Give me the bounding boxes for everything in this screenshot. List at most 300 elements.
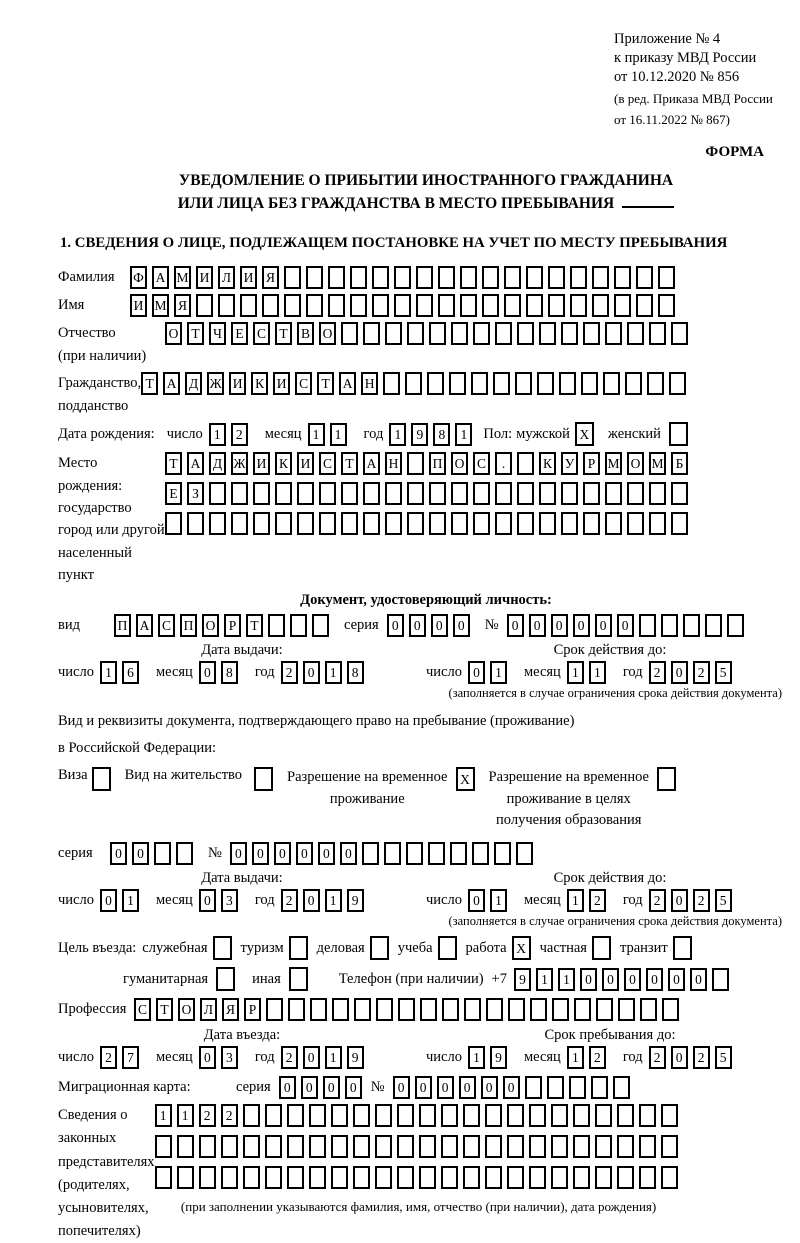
char-box[interactable] — [485, 1135, 502, 1158]
char-box[interactable] — [332, 998, 349, 1021]
char-box[interactable]: . — [495, 452, 512, 475]
char-box[interactable] — [525, 1076, 542, 1099]
char-box[interactable] — [627, 482, 644, 505]
char-box[interactable]: 1 — [325, 889, 342, 912]
char-box[interactable] — [290, 614, 307, 637]
char-box[interactable]: Р — [244, 998, 261, 1021]
char-box[interactable]: 1 — [589, 661, 606, 684]
char-box[interactable] — [473, 512, 490, 535]
char-box[interactable] — [289, 936, 308, 960]
char-box[interactable] — [627, 322, 644, 345]
char-box[interactable] — [420, 998, 437, 1021]
char-box[interactable] — [548, 294, 565, 317]
char-box[interactable] — [309, 1135, 326, 1158]
char-box[interactable]: 8 — [221, 661, 238, 684]
char-box[interactable]: С — [134, 998, 151, 1021]
char-box[interactable]: М — [605, 452, 622, 475]
char-box[interactable] — [494, 842, 511, 865]
char-box[interactable] — [482, 266, 499, 289]
char-box[interactable]: Ж — [231, 452, 248, 475]
char-box[interactable]: 1 — [330, 423, 347, 446]
char-box[interactable]: 1 — [567, 1046, 584, 1069]
char-box[interactable]: Б — [671, 452, 688, 475]
char-box[interactable] — [427, 372, 444, 395]
char-box[interactable] — [397, 1166, 414, 1189]
char-box[interactable] — [243, 1166, 260, 1189]
char-box[interactable] — [405, 372, 422, 395]
char-box[interactable] — [209, 512, 226, 535]
char-box[interactable] — [712, 968, 729, 991]
char-box[interactable] — [216, 967, 235, 991]
char-box[interactable]: С — [253, 322, 270, 345]
char-box[interactable] — [394, 266, 411, 289]
char-box[interactable]: 0 — [132, 842, 149, 865]
char-box[interactable] — [573, 1166, 590, 1189]
char-box[interactable] — [370, 936, 389, 960]
char-box[interactable] — [287, 1166, 304, 1189]
char-box[interactable]: 9 — [411, 423, 428, 446]
char-box[interactable] — [397, 1104, 414, 1127]
char-box[interactable] — [591, 1076, 608, 1099]
char-box[interactable]: 1 — [567, 889, 584, 912]
char-box[interactable]: С — [319, 452, 336, 475]
char-box[interactable] — [493, 372, 510, 395]
char-box[interactable]: 1 — [209, 423, 226, 446]
char-box[interactable] — [438, 294, 455, 317]
char-box[interactable] — [253, 482, 270, 505]
char-box[interactable]: 0 — [279, 1076, 296, 1099]
char-box[interactable]: 0 — [318, 842, 335, 865]
char-box[interactable] — [530, 998, 547, 1021]
char-box[interactable] — [331, 1104, 348, 1127]
char-box[interactable] — [649, 512, 666, 535]
char-box[interactable] — [254, 767, 273, 791]
char-box[interactable]: 9 — [490, 1046, 507, 1069]
char-box[interactable]: О — [451, 452, 468, 475]
char-box[interactable] — [287, 1135, 304, 1158]
char-box[interactable]: 0 — [296, 842, 313, 865]
char-box[interactable]: 3 — [221, 889, 238, 912]
char-box[interactable] — [574, 998, 591, 1021]
char-box[interactable] — [617, 1135, 634, 1158]
char-box[interactable] — [209, 482, 226, 505]
char-box[interactable] — [640, 998, 657, 1021]
char-box[interactable] — [155, 1135, 172, 1158]
char-box[interactable] — [221, 1135, 238, 1158]
char-box[interactable] — [526, 266, 543, 289]
char-box[interactable]: Р — [583, 452, 600, 475]
char-box[interactable]: А — [152, 266, 169, 289]
char-box[interactable] — [441, 1135, 458, 1158]
char-box[interactable] — [485, 1104, 502, 1127]
char-box[interactable]: О — [627, 452, 644, 475]
char-box[interactable] — [289, 967, 308, 991]
char-box[interactable]: 0 — [437, 1076, 454, 1099]
char-box[interactable]: 5 — [715, 661, 732, 684]
char-box[interactable]: 0 — [387, 614, 404, 637]
char-box[interactable] — [265, 1135, 282, 1158]
char-box[interactable]: 5 — [715, 889, 732, 912]
char-box[interactable]: 0 — [624, 968, 641, 991]
char-box[interactable]: И — [240, 266, 257, 289]
char-box[interactable] — [363, 482, 380, 505]
char-box[interactable]: О — [165, 322, 182, 345]
char-box[interactable] — [507, 1135, 524, 1158]
char-box[interactable] — [275, 512, 292, 535]
char-box[interactable] — [354, 998, 371, 1021]
char-box[interactable]: П — [114, 614, 131, 637]
char-box[interactable] — [583, 482, 600, 505]
char-box[interactable]: Ж — [207, 372, 224, 395]
char-box[interactable] — [548, 266, 565, 289]
char-box[interactable]: 1 — [389, 423, 406, 446]
char-box[interactable] — [213, 936, 232, 960]
char-box[interactable] — [661, 1104, 678, 1127]
char-box[interactable]: Е — [231, 322, 248, 345]
char-box[interactable] — [561, 322, 578, 345]
char-box[interactable] — [526, 294, 543, 317]
char-box[interactable] — [438, 266, 455, 289]
char-box[interactable] — [385, 322, 402, 345]
char-box[interactable]: 9 — [347, 889, 364, 912]
char-box[interactable]: 0 — [595, 614, 612, 637]
char-box[interactable] — [472, 842, 489, 865]
char-box[interactable] — [385, 482, 402, 505]
char-box[interactable]: О — [319, 322, 336, 345]
char-box[interactable] — [463, 1166, 480, 1189]
char-box[interactable]: 0 — [199, 661, 216, 684]
char-box[interactable] — [508, 998, 525, 1021]
char-box[interactable] — [551, 1135, 568, 1158]
char-box[interactable]: 2 — [693, 1046, 710, 1069]
char-box[interactable] — [243, 1135, 260, 1158]
char-box[interactable] — [265, 1166, 282, 1189]
char-box[interactable] — [353, 1135, 370, 1158]
char-box[interactable] — [240, 294, 257, 317]
char-box[interactable] — [482, 294, 499, 317]
char-box[interactable]: И — [196, 266, 213, 289]
char-box[interactable] — [647, 372, 664, 395]
char-box[interactable] — [375, 1166, 392, 1189]
char-box[interactable]: 0 — [345, 1076, 362, 1099]
char-box[interactable]: К — [275, 452, 292, 475]
char-box[interactable]: 8 — [433, 423, 450, 446]
char-box[interactable]: 0 — [393, 1076, 410, 1099]
char-box[interactable] — [551, 1166, 568, 1189]
char-box[interactable] — [507, 1104, 524, 1127]
char-box[interactable]: 1 — [177, 1104, 194, 1127]
char-box[interactable]: 0 — [671, 889, 688, 912]
char-box[interactable] — [669, 422, 688, 446]
char-box[interactable]: 1 — [558, 968, 575, 991]
char-box[interactable]: 0 — [303, 889, 320, 912]
char-box[interactable] — [529, 1104, 546, 1127]
char-box[interactable] — [199, 1135, 216, 1158]
char-box[interactable] — [284, 294, 301, 317]
char-box[interactable] — [331, 1166, 348, 1189]
char-box[interactable] — [463, 1135, 480, 1158]
char-box[interactable] — [407, 512, 424, 535]
char-box[interactable] — [649, 322, 666, 345]
char-box[interactable] — [92, 767, 111, 791]
char-box[interactable] — [625, 372, 642, 395]
char-box[interactable]: М — [152, 294, 169, 317]
char-box[interactable]: В — [297, 322, 314, 345]
char-box[interactable]: Н — [361, 372, 378, 395]
char-box[interactable] — [375, 1104, 392, 1127]
char-box[interactable]: X — [456, 767, 475, 791]
char-box[interactable]: 2 — [589, 889, 606, 912]
char-box[interactable] — [231, 482, 248, 505]
char-box[interactable]: 0 — [602, 968, 619, 991]
char-box[interactable] — [517, 322, 534, 345]
char-box[interactable] — [727, 614, 744, 637]
char-box[interactable]: 2 — [281, 661, 298, 684]
char-box[interactable] — [312, 614, 329, 637]
char-box[interactable] — [639, 1166, 656, 1189]
char-box[interactable] — [397, 1135, 414, 1158]
char-box[interactable] — [573, 1135, 590, 1158]
char-box[interactable]: Я — [222, 998, 239, 1021]
char-box[interactable] — [416, 266, 433, 289]
char-box[interactable]: 0 — [252, 842, 269, 865]
char-box[interactable] — [460, 266, 477, 289]
char-box[interactable] — [570, 266, 587, 289]
char-box[interactable]: М — [174, 266, 191, 289]
char-box[interactable] — [463, 1104, 480, 1127]
char-box[interactable] — [416, 294, 433, 317]
char-box[interactable] — [605, 322, 622, 345]
char-box[interactable] — [353, 1166, 370, 1189]
char-box[interactable]: 2 — [649, 661, 666, 684]
char-box[interactable] — [539, 482, 556, 505]
char-box[interactable]: Т — [187, 322, 204, 345]
char-box[interactable]: 1 — [155, 1104, 172, 1127]
char-box[interactable]: Ф — [130, 266, 147, 289]
char-box[interactable]: Т — [156, 998, 173, 1021]
char-box[interactable]: Т — [165, 452, 182, 475]
char-box[interactable] — [504, 266, 521, 289]
char-box[interactable] — [287, 1104, 304, 1127]
char-box[interactable] — [309, 1166, 326, 1189]
char-box[interactable] — [517, 452, 534, 475]
char-box[interactable] — [407, 482, 424, 505]
char-box[interactable] — [516, 842, 533, 865]
char-box[interactable]: 0 — [323, 1076, 340, 1099]
char-box[interactable] — [547, 1076, 564, 1099]
char-box[interactable] — [529, 1135, 546, 1158]
char-box[interactable]: О — [202, 614, 219, 637]
char-box[interactable] — [406, 842, 423, 865]
char-box[interactable] — [537, 372, 554, 395]
char-box[interactable] — [581, 372, 598, 395]
char-box[interactable] — [363, 512, 380, 535]
char-box[interactable] — [658, 294, 675, 317]
char-box[interactable]: И — [273, 372, 290, 395]
char-box[interactable]: 1 — [100, 661, 117, 684]
char-box[interactable] — [573, 1104, 590, 1127]
char-box[interactable] — [187, 512, 204, 535]
char-box[interactable] — [310, 998, 327, 1021]
char-box[interactable]: Д — [185, 372, 202, 395]
char-box[interactable] — [196, 294, 213, 317]
char-box[interactable] — [559, 372, 576, 395]
char-box[interactable] — [243, 1104, 260, 1127]
char-box[interactable] — [669, 372, 686, 395]
char-box[interactable] — [658, 266, 675, 289]
char-box[interactable] — [639, 1135, 656, 1158]
char-box[interactable] — [407, 322, 424, 345]
char-box[interactable]: 1 — [490, 889, 507, 912]
char-box[interactable]: 1 — [455, 423, 472, 446]
char-box[interactable]: 0 — [199, 1046, 216, 1069]
char-box[interactable]: 6 — [122, 661, 139, 684]
char-box[interactable] — [376, 998, 393, 1021]
char-box[interactable] — [176, 842, 193, 865]
char-box[interactable] — [451, 322, 468, 345]
char-box[interactable]: 0 — [468, 889, 485, 912]
char-box[interactable] — [328, 266, 345, 289]
char-box[interactable] — [517, 512, 534, 535]
char-box[interactable]: 0 — [481, 1076, 498, 1099]
char-box[interactable] — [383, 372, 400, 395]
char-box[interactable]: 0 — [110, 842, 127, 865]
char-box[interactable] — [661, 1166, 678, 1189]
char-box[interactable] — [306, 266, 323, 289]
char-box[interactable]: 0 — [668, 968, 685, 991]
char-box[interactable] — [262, 294, 279, 317]
char-box[interactable] — [297, 512, 314, 535]
char-box[interactable] — [451, 482, 468, 505]
char-box[interactable] — [442, 998, 459, 1021]
char-box[interactable]: 0 — [274, 842, 291, 865]
char-box[interactable] — [705, 614, 722, 637]
char-box[interactable] — [592, 266, 609, 289]
char-box[interactable] — [507, 1166, 524, 1189]
char-box[interactable]: 2 — [693, 889, 710, 912]
char-box[interactable]: 0 — [431, 614, 448, 637]
char-box[interactable] — [636, 266, 653, 289]
char-box[interactable]: 7 — [122, 1046, 139, 1069]
char-box[interactable] — [583, 322, 600, 345]
char-box[interactable] — [362, 842, 379, 865]
char-box[interactable] — [266, 998, 283, 1021]
char-box[interactable] — [561, 512, 578, 535]
char-box[interactable] — [268, 614, 285, 637]
char-box[interactable]: 2 — [281, 889, 298, 912]
char-box[interactable]: С — [158, 614, 175, 637]
char-box[interactable] — [595, 1104, 612, 1127]
char-box[interactable] — [671, 512, 688, 535]
char-box[interactable]: 0 — [529, 614, 546, 637]
char-box[interactable] — [639, 1104, 656, 1127]
char-box[interactable]: Л — [200, 998, 217, 1021]
char-box[interactable]: З — [187, 482, 204, 505]
char-box[interactable]: 2 — [231, 423, 248, 446]
char-box[interactable] — [385, 512, 402, 535]
char-box[interactable]: 2 — [100, 1046, 117, 1069]
char-box[interactable]: А — [339, 372, 356, 395]
char-box[interactable]: С — [295, 372, 312, 395]
char-box[interactable]: 0 — [671, 1046, 688, 1069]
char-box[interactable] — [605, 512, 622, 535]
char-box[interactable] — [328, 294, 345, 317]
char-box[interactable] — [495, 322, 512, 345]
char-box[interactable]: К — [539, 452, 556, 475]
char-box[interactable] — [495, 512, 512, 535]
char-box[interactable]: 2 — [589, 1046, 606, 1069]
char-box[interactable] — [429, 512, 446, 535]
char-box[interactable] — [231, 512, 248, 535]
char-box[interactable]: 0 — [100, 889, 117, 912]
char-box[interactable] — [265, 1104, 282, 1127]
char-box[interactable] — [485, 1166, 502, 1189]
char-box[interactable] — [372, 266, 389, 289]
char-box[interactable]: 0 — [551, 614, 568, 637]
char-box[interactable] — [471, 372, 488, 395]
char-box[interactable] — [319, 512, 336, 535]
char-box[interactable] — [284, 266, 301, 289]
char-box[interactable] — [636, 294, 653, 317]
char-box[interactable] — [450, 842, 467, 865]
char-box[interactable]: М — [649, 452, 666, 475]
char-box[interactable]: 1 — [490, 661, 507, 684]
char-box[interactable]: 0 — [690, 968, 707, 991]
char-box[interactable] — [306, 294, 323, 317]
char-box[interactable] — [375, 1135, 392, 1158]
char-box[interactable] — [662, 998, 679, 1021]
char-box[interactable] — [341, 482, 358, 505]
char-box[interactable]: Я — [174, 294, 191, 317]
char-box[interactable]: И — [253, 452, 270, 475]
char-box[interactable] — [539, 512, 556, 535]
char-box[interactable]: 3 — [221, 1046, 238, 1069]
char-box[interactable] — [551, 1104, 568, 1127]
char-box[interactable]: К — [251, 372, 268, 395]
char-box[interactable] — [583, 512, 600, 535]
char-box[interactable] — [529, 1166, 546, 1189]
char-box[interactable]: 0 — [409, 614, 426, 637]
char-box[interactable]: 0 — [459, 1076, 476, 1099]
char-box[interactable] — [363, 322, 380, 345]
char-box[interactable]: X — [512, 936, 531, 960]
char-box[interactable]: Т — [246, 614, 263, 637]
char-box[interactable]: 0 — [230, 842, 247, 865]
char-box[interactable] — [438, 936, 457, 960]
char-box[interactable] — [614, 294, 631, 317]
char-box[interactable] — [199, 1166, 216, 1189]
char-box[interactable]: П — [429, 452, 446, 475]
char-box[interactable] — [165, 512, 182, 535]
char-box[interactable]: 0 — [415, 1076, 432, 1099]
char-box[interactable]: 0 — [507, 614, 524, 637]
char-box[interactable]: А — [136, 614, 153, 637]
char-box[interactable]: 0 — [646, 968, 663, 991]
char-box[interactable] — [253, 512, 270, 535]
char-box[interactable]: 0 — [453, 614, 470, 637]
char-box[interactable] — [473, 482, 490, 505]
char-box[interactable] — [384, 842, 401, 865]
char-box[interactable] — [177, 1166, 194, 1189]
char-box[interactable] — [473, 322, 490, 345]
char-box[interactable] — [613, 1076, 630, 1099]
char-box[interactable]: 2 — [221, 1104, 238, 1127]
char-box[interactable]: 0 — [617, 614, 634, 637]
char-box[interactable]: 9 — [514, 968, 531, 991]
char-box[interactable] — [407, 452, 424, 475]
char-box[interactable]: 1 — [567, 661, 584, 684]
char-box[interactable]: 0 — [671, 661, 688, 684]
